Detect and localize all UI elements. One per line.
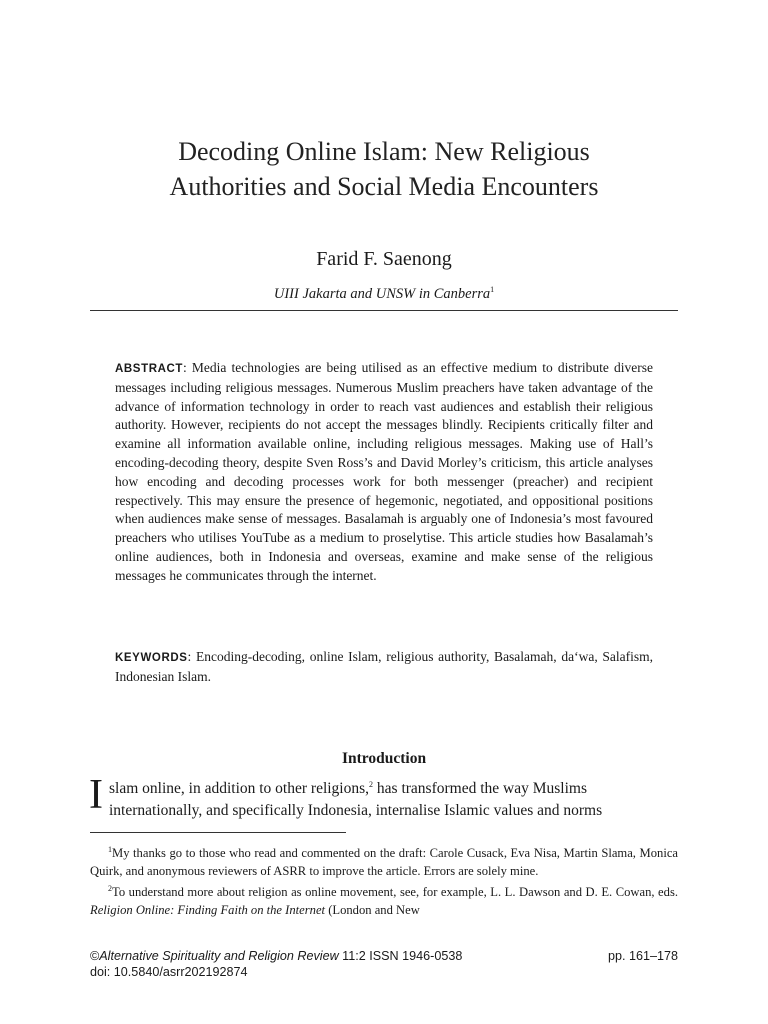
affiliation-text: UIII Jakarta and UNSW in Canberra <box>273 285 491 302</box>
author-name: Farid F. Saenong <box>316 248 452 270</box>
footnote-mark-1: 1 <box>108 845 112 854</box>
footnote-2-text-b: (London and New <box>325 903 420 918</box>
abstract-block <box>115 359 653 586</box>
page-range: pp. 161–178 <box>607 949 678 963</box>
abstract-label: ABSTRACT <box>115 363 184 375</box>
section-heading-introduction: Introduction <box>341 750 427 767</box>
title-divider <box>90 310 678 311</box>
author-affiliation <box>90 280 678 304</box>
footer-citation-row <box>90 948 678 964</box>
footnote-mark-2: 2 <box>108 884 112 894</box>
journal-name: Alternative Spirituality and Religion Review <box>99 949 339 963</box>
footnote-ref-1[interactable]: 1 <box>490 285 495 294</box>
footnote-1-text: My thanks go to those who read and commented on the draft: Carole Cusack, Eva Nisa, Martin Slama, Monica Quirk, and anonymous reviewers of ASRR to improve the article. Errors are solely mine. <box>90 846 678 879</box>
keywords-text: : Encoding-decoding, online Islam, religious authority, Basalamah, da‘wa, Salafism, Indonesian Islam. <box>115 649 653 684</box>
introduction-paragraph <box>90 774 678 821</box>
footnote-2-book-title: Religion Online: Finding Faith on the Internet <box>90 903 326 918</box>
intro-line-1-text-b: has transformed the way Muslims <box>373 780 587 798</box>
title-line-1: Decoding Online Islam: New Religious <box>178 137 590 166</box>
keywords-label: KEYWORDS <box>115 652 188 664</box>
abstract-text: : Media technologies are being utilised as an effective medium to distribute diverse messages including religious messages. Numerous Muslim preachers have taken advantage of the advance of information technology in order to reach vast audiences and establish their religious authority. However, recipients do not accept the messages blindly. Recipients critically filter and examine all information available online, including religious messages. Making use of Hall’s encoding-decoding theory, despite Sven Ross’s and David Morley’s criticism, this article analyses how encoding and decoding processes work for both messenger (preacher) and recipient respectively. This may ensure the presence of hegemonic, negotiated, and oppositional positions when audiences make sense of messages. Basalamah is arguably one of Indonesia’s most favoured preachers who utilises YouTube as a medium to proselytise. This article studies how Basalamah’s online audiences, both in Indonesia and overseas, examine and make sense of the religious messages he communicates through the internet. <box>115 360 653 583</box>
keywords-block <box>115 648 653 687</box>
page-footer <box>90 948 678 980</box>
footnote-ref-2[interactable]: 2 <box>369 780 374 789</box>
drop-cap: I <box>89 772 103 818</box>
journal-citation <box>90 948 462 964</box>
footnote-1 <box>90 841 678 880</box>
copyright-symbol: © <box>90 949 100 963</box>
footnote-divider <box>90 832 346 833</box>
intro-line-2: internationally, and specifically Indonesia, internalise Islamic values and norms <box>109 801 603 819</box>
footnote-2-text-a: To understand more about religion as online movement, see, for example, L. L. Dawson and D. E. Cowan, eds. <box>112 885 678 900</box>
doi[interactable]: doi: 10.5840/asrr202192874 <box>90 965 248 979</box>
intro-line-1-text-a: slam online, in addition to other religions, <box>109 780 370 798</box>
journal-issue: 11:2 ISSN 1946-0538 <box>338 949 463 963</box>
footnote-2 <box>90 880 678 919</box>
intro-line-1 <box>90 774 678 800</box>
title-line-2: Authorities and Social Media Encounters <box>169 172 599 201</box>
footnotes <box>90 841 678 919</box>
page-title <box>90 134 678 204</box>
